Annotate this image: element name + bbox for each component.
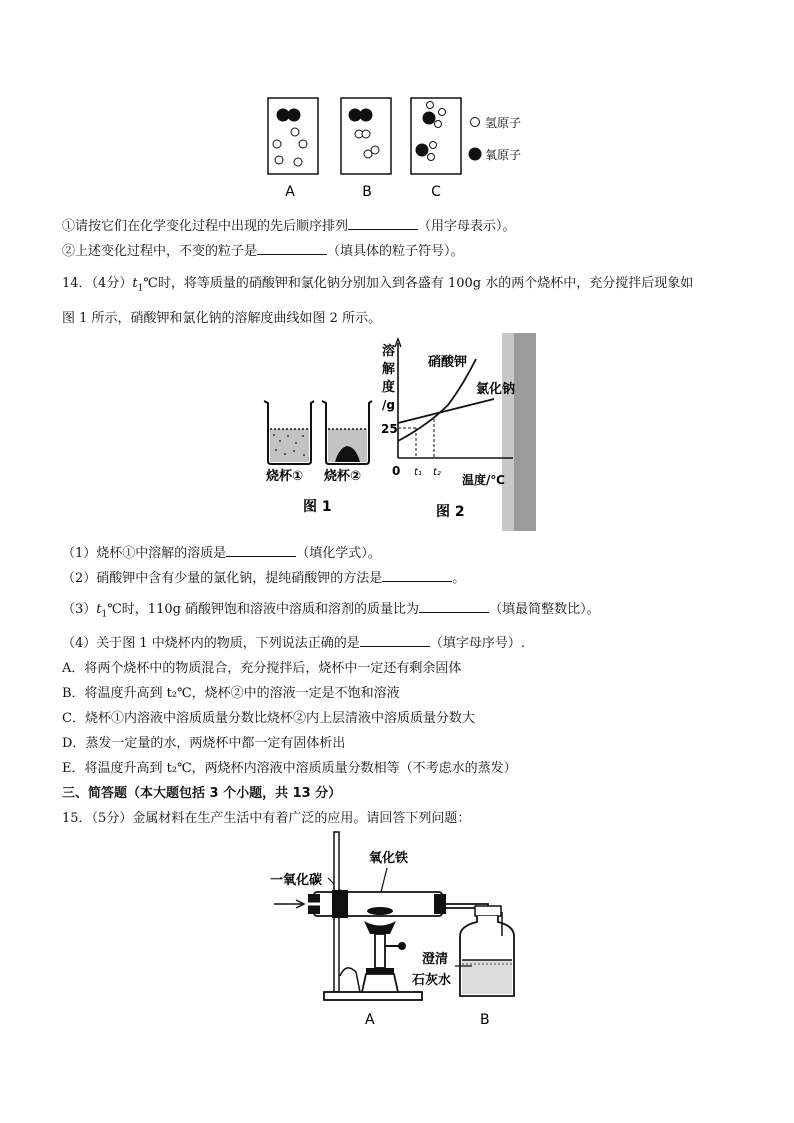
q13-sub1-suffix: （用字母表示）。: [418, 219, 516, 234]
option-d: D．蒸发一定量的水，两烧杯中都一定有固体析出: [62, 736, 346, 751]
gas-label: 一氧化碳: [270, 873, 323, 888]
y-label-2: 解: [382, 362, 396, 377]
q14-sub2: [62, 567, 465, 586]
q14-sub1-suffix: （填化学式）。: [296, 546, 381, 561]
answer-blank[interactable]: [348, 217, 418, 230]
x-tick-t2: t₂: [433, 467, 441, 478]
y-label-1: 溶: [382, 344, 396, 359]
y-label-3: 度: [382, 380, 396, 395]
q13-sub1: [62, 215, 516, 234]
q14-sub3: [62, 598, 600, 620]
kno3-curve: [398, 359, 476, 441]
box-b-particles: [349, 109, 380, 159]
q13-sub2-prefix: ②上述变化过程中，不变的粒子是: [62, 244, 258, 259]
answer-blank[interactable]: [257, 242, 327, 255]
apparatus-figure: [262, 826, 532, 1036]
box-a-particles: [273, 109, 307, 167]
molecule-figure: [255, 92, 565, 202]
q14-sub3-prefix: （3）: [62, 602, 97, 617]
origin-label: 0: [392, 464, 401, 478]
apparatus-a-label: A: [365, 1012, 375, 1028]
iron-stand-base: [324, 992, 422, 1000]
box-c: [411, 98, 461, 174]
section-3-title: 三、简答题（本大题包括 3 个小题，共 13 分）: [62, 786, 342, 801]
q14-sub4: [62, 632, 525, 651]
q14-stem-line2: 图 1 所示，硝酸钾和氯化钠的溶解度曲线如图 2 所示。: [62, 311, 382, 326]
option-b: B．将温度升高到 t₂℃，烧杯②中的溶液一定是不饱和溶液: [62, 686, 400, 701]
q13-sub2: [62, 240, 464, 259]
q14-temp-sub: 1: [137, 283, 144, 294]
q14-sub4-prefix: （4）关于图 1 中烧杯内的物质，下列说法正确的是: [62, 636, 360, 651]
burner: [362, 921, 406, 992]
option-c: C．烧杯①内溶液中溶质质量分数比烧杯②内上层清液中溶质质量分数大: [62, 711, 475, 726]
solid-label: 氧化铁: [369, 851, 409, 866]
limewater-bottle: [460, 906, 514, 996]
q14-sub1: [62, 542, 381, 561]
beaker-2-label: 烧杯②: [324, 469, 362, 484]
option-a: A．将两个烧杯中的物质混合，充分搅拌后，烧杯中一定还有剩余固体: [62, 661, 462, 676]
q14-sub3-temp-var: t: [96, 602, 102, 617]
q14-sub3-temp-sub: 1: [101, 609, 108, 620]
box-c-particles: [416, 102, 446, 161]
answer-blank[interactable]: [419, 600, 489, 613]
nacl-label: 氯化钠: [476, 382, 516, 397]
x-tick-t1: t₁: [414, 467, 422, 478]
option-e: E．将温度升高到 t₂℃，两烧杯内溶液中溶质质量分数相等（不考虑水的蒸发）: [62, 761, 517, 776]
figure-2-caption: 图 2: [436, 504, 465, 520]
solubility-chart: [381, 339, 515, 520]
q14-sub3-suffix: （填最简整数比）。: [489, 602, 600, 617]
gas-inlet-arrow: [274, 900, 304, 908]
box-c-label: C: [431, 184, 441, 200]
oxygen-atom-icon: [469, 148, 482, 161]
q14-sub2-prefix: （2）硝酸钾中含有少量的氯化钠，提纯硝酸钾的方法是: [62, 571, 383, 586]
q15-stem: 15．（5分）金属材料在生产生活中有着广泛的应用。请回答下列问题：: [62, 811, 471, 826]
y-label-4: /g: [382, 398, 395, 412]
nacl-curve: [398, 399, 494, 423]
box-a-label: A: [285, 184, 295, 200]
beaker-1-label: 烧杯①: [266, 469, 304, 484]
q14-stem-line1: [62, 272, 693, 294]
x-axis-label: 温度/℃: [462, 473, 505, 487]
box-b-label: B: [362, 184, 372, 200]
answer-blank[interactable]: [226, 544, 296, 557]
answer-blank[interactable]: [382, 569, 452, 582]
q13-sub2-suffix: （填具体的粒子符号）。: [327, 244, 464, 259]
figure-1-caption: 图 1: [303, 499, 332, 515]
liquid-label-1: 澄清: [422, 952, 449, 967]
q14-sub3-text: ℃时，110g 硝酸钾饱和溶液中溶质和溶剂的质量比为: [107, 602, 420, 617]
answer-blank[interactable]: [360, 634, 430, 647]
y-tick-25: 25: [381, 422, 398, 436]
liquid-label-2: 石灰水: [412, 973, 452, 988]
beaker-2: [322, 401, 372, 464]
q13-sub1-prefix: ①请按它们在化学变化过程中出现的先后顺序排列: [62, 219, 349, 234]
beaker-1: [264, 401, 314, 464]
legend-oxygen-label: 氧原子: [485, 148, 522, 162]
q14-temp-var: t: [132, 276, 138, 291]
q14-sub4-suffix: （填字母序号）.: [429, 636, 525, 651]
iron-oxide-powder: [367, 907, 393, 915]
q14-number: 14．（4分）: [62, 276, 133, 291]
clamp: [332, 890, 348, 918]
apparatus-b-label: B: [480, 1012, 490, 1028]
kno3-label: 硝酸钾: [428, 355, 468, 370]
q14-sub1-prefix: （1）烧杯①中溶解的溶质是: [62, 546, 227, 561]
q14-sub2-suffix: 。: [452, 571, 466, 586]
hydrogen-atom-icon: [471, 118, 480, 127]
q14-stem-text: ℃时，将等质量的硝酸钾和氯化钠分别加入到各盛有 100g 水的两个烧杯中，充分搅拌后现象如: [143, 276, 694, 291]
legend-hydrogen-label: 氢原子: [485, 116, 522, 130]
solubility-figure: [258, 333, 536, 531]
